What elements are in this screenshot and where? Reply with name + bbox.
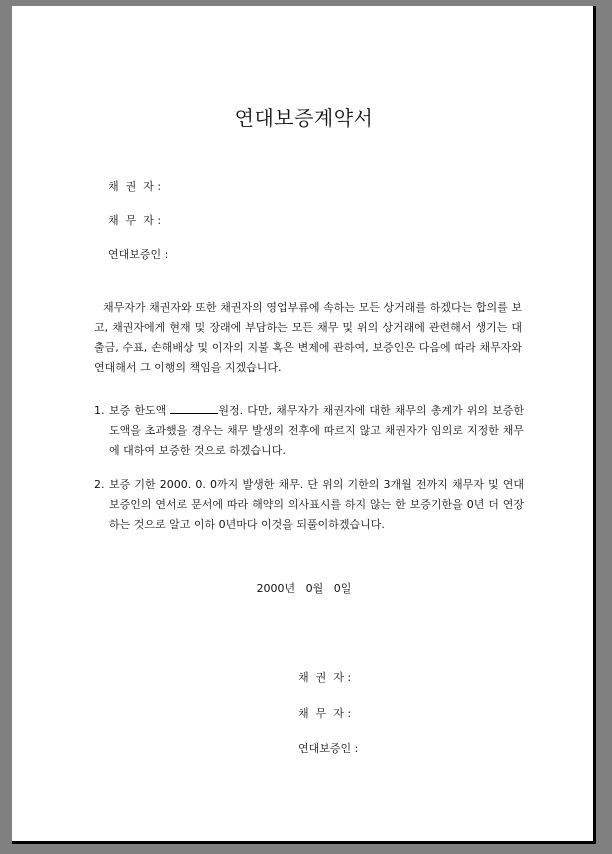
debtor-label-bottom: 채 무 자 : xyxy=(298,707,352,720)
creditor-label-bottom: 채 권 자 : xyxy=(298,671,352,684)
clause-1-body xyxy=(109,401,524,461)
clause-1-text-after: 원정. 다만, 채무자가 채권자에 대한 채무의 총계가 위의 보증한도액을 초과했을 경우는 채무 발생의 전후에 따르지 않고 채권자가 임의로 지정한 채무에 대하여 보증한 것으로 하겠습니다. xyxy=(109,404,524,457)
clause-1-number: 1. xyxy=(94,404,105,417)
clause-2-body: 보증 기한 2000. 0. 0까지 발생한 채무. 단 위의 기한의 3개월 전까지 채무자 및 연대보증인의 연서로 문서에 따라 해약의 의사표시를 하지 않는 한 보증기한을 0년 더 연장하는 것으로 알고 이하 0년마다 이것을 되풀이하겠습니다. xyxy=(109,478,524,531)
clause-2-number: 2. xyxy=(94,478,105,491)
debtor-label-top: 채 무 자 : xyxy=(108,214,162,227)
document-page xyxy=(12,6,596,844)
contract-date: 2000년 0월 0일 xyxy=(256,582,352,595)
guarantor-label-bottom: 연대보증인 : xyxy=(298,742,359,755)
intro-paragraph: 채무자가 채권자와 또한 채권자의 영업부류에 속하는 모든 상거래를 하겠다는 합의를 보고, 채권자에게 현재 및 장래에 부담하는 모든 채무 및 위의 상거래에 관련해서 생기는 대출금, 수표, 손해배상 및 이자의 지불 혹은 변제에 관하여, 보증인은 다음에 따라 채무자와 연대해서 그 이행의 책임을 지겠습니다. xyxy=(94,301,522,374)
clause-1 xyxy=(94,401,524,461)
creditor-label-top: 채 권 자 : xyxy=(108,180,162,193)
guarantor-label-top: 연대보증인 : xyxy=(108,248,169,261)
amount-blank-line xyxy=(170,404,218,414)
document-title: 연대보증계약서 xyxy=(234,106,374,130)
clause-2 xyxy=(94,475,524,535)
clause-1-text-before: 보증 한도액 xyxy=(109,404,171,417)
